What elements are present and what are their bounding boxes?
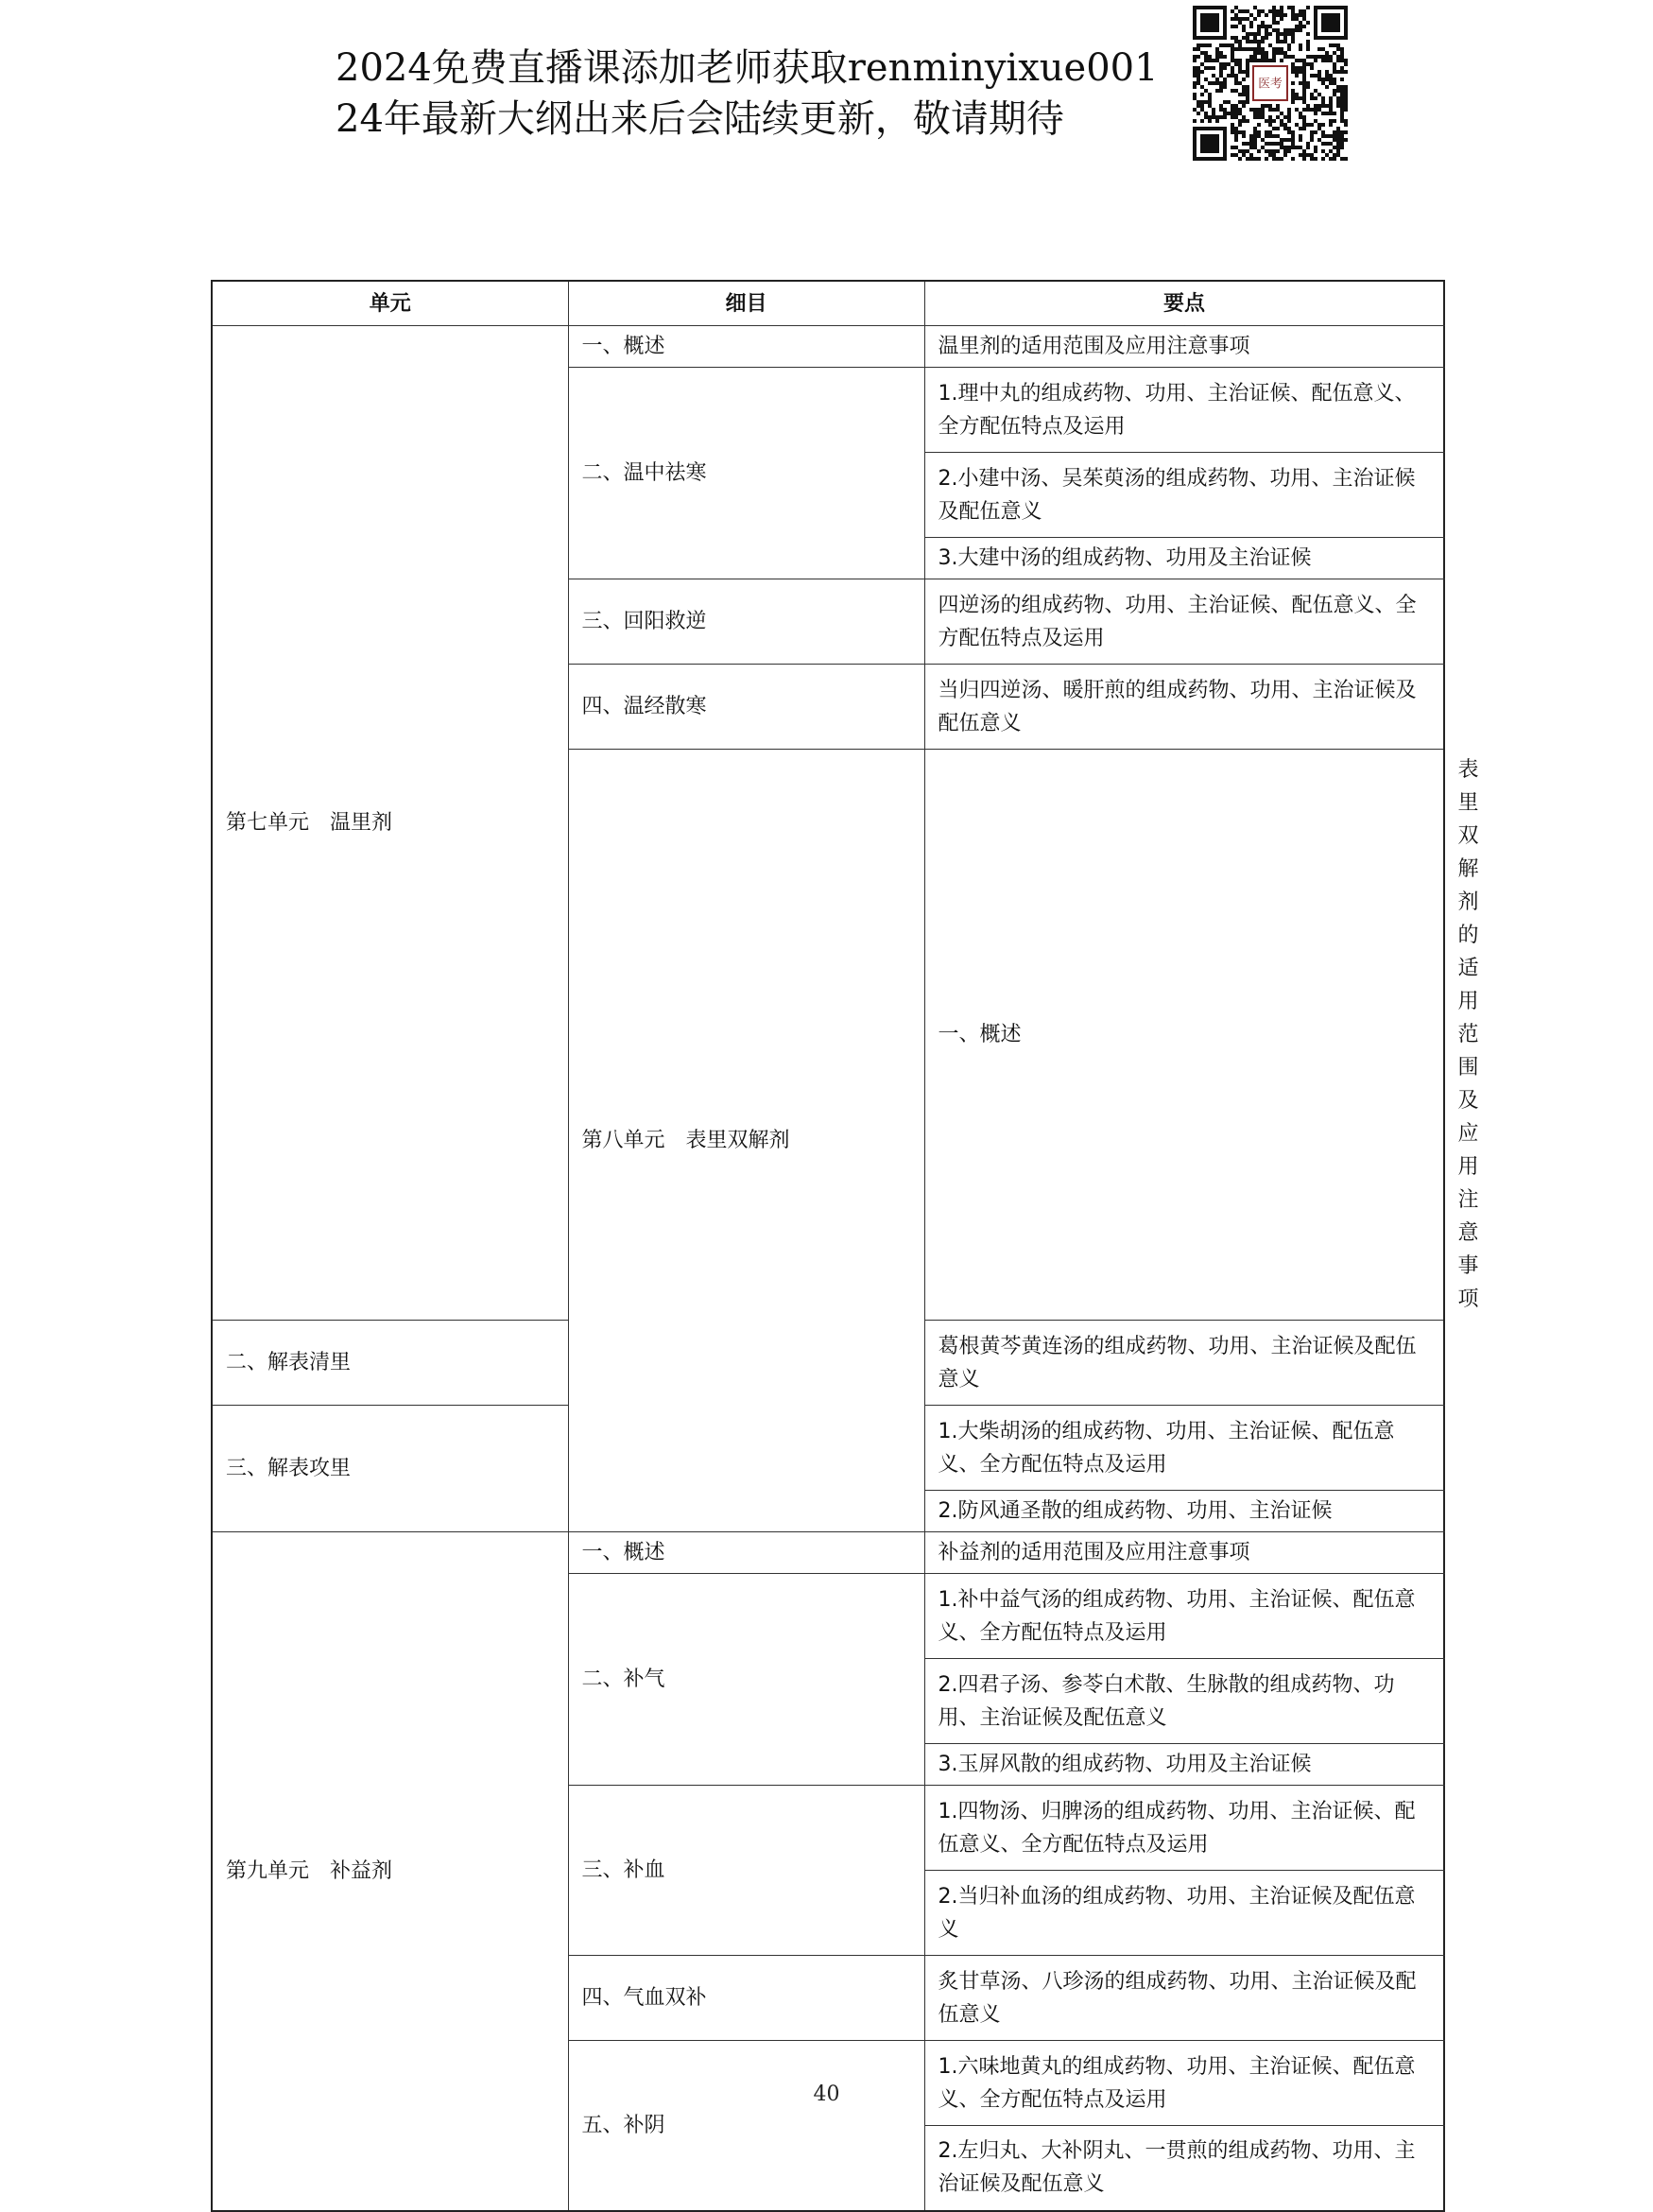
item-cell: 一、概述 [924,750,1444,1321]
item-cell: 四、温经散寒 [568,665,924,750]
item-cell: 二、温中祛寒 [568,368,924,579]
point-cell: 1.六味地黄丸的组成药物、功用、主治证候、配伍意义、全方配伍特点及运用 [924,2041,1444,2126]
page-number: 40 [813,2082,840,2106]
point-cell: 2.防风通圣散的组成药物、功用、主治证候 [924,1491,1444,1532]
unit-cell: 第八单元 表里双解剂 [568,750,924,1532]
item-cell: 二、补气 [568,1574,924,1786]
item-cell: 一、概述 [568,326,924,368]
point-cell: 2.四君子汤、参苓白术散、生脉散的组成药物、功用、主治证候及配伍意义 [924,1659,1444,1744]
point-cell: 炙甘草汤、八珍汤的组成药物、功用、主治证候及配伍意义 [924,1956,1444,2041]
point-cell: 四逆汤的组成药物、功用、主治证候、配伍意义、全方配伍特点及运用 [924,579,1444,665]
qr-logo-text: 医考 [1258,77,1283,92]
point-cell: 3.玉屏风散的组成药物、功用及主治证候 [924,1744,1444,1786]
table-row: 第八单元 表里双解剂 一、概述 表里双解剂的适用范围及应用注意事项 [212,750,1444,1321]
unit-cell: 第九单元 补益剂 [212,1532,568,2211]
header-unit: 单元 [212,281,568,326]
header-points: 要点 [924,281,1444,326]
point-cell: 2.小建中汤、吴茱萸汤的组成药物、功用、主治证候及配伍意义 [924,453,1444,538]
point-cell: 1.四物汤、归脾汤的组成药物、功用、主治证候、配伍意义、全方配伍特点及运用 [924,1786,1444,1871]
point-cell: 1.补中益气汤的组成药物、功用、主治证候、配伍意义、全方配伍特点及运用 [924,1574,1444,1659]
table-row [212,326,1444,368]
point-cell: 3.大建中汤的组成药物、功用及主治证候 [924,538,1444,579]
header-line-1: 2024免费直播课添加老师获取renminyixue001 [336,46,1159,90]
header-item: 细目 [568,281,924,326]
point-cell: 1.理中丸的组成药物、功用、主治证候、配伍意义、全方配伍特点及运用 [924,368,1444,453]
header-line-2: 24年最新大纲出来后会陆续更新，敬请期待 [336,97,1064,141]
point-cell: 2.当归补血汤的组成药物、功用、主治证候及配伍意义 [924,1871,1444,1956]
point-cell: 补益剂的适用范围及应用注意事项 [924,1532,1444,1574]
item-cell: 五、补阴 [568,2041,924,2211]
qr-code-icon[interactable] [1193,6,1348,161]
item-cell: 三、补血 [568,1786,924,1956]
unit-cell: 第七单元 温里剂 [212,326,568,1321]
point-cell: 1.大柴胡汤的组成药物、功用、主治证候、配伍意义、全方配伍特点及运用 [924,1406,1444,1491]
item-cell: 三、回阳救逆 [568,579,924,665]
point-cell: 温里剂的适用范围及应用注意事项 [924,326,1444,368]
point-cell: 葛根黄芩黄连汤的组成药物、功用、主治证候及配伍意义 [924,1321,1444,1406]
item-cell: 三、解表攻里 [212,1406,568,1532]
syllabus-table [211,280,1479,2212]
item-cell: 一、概述 [568,1532,924,1574]
item-cell: 二、解表清里 [212,1321,568,1406]
point-cell: 2.左归丸、大补阴丸、一贯煎的组成药物、功用、主治证候及配伍意义 [924,2126,1444,2211]
table-header-row [212,281,1444,326]
item-cell: 四、气血双补 [568,1956,924,2041]
table-row [212,1532,1444,1574]
point-cell: 当归四逆汤、暖肝煎的组成药物、功用、主治证候及配伍意义 [924,665,1444,750]
header-notice [336,43,1186,145]
